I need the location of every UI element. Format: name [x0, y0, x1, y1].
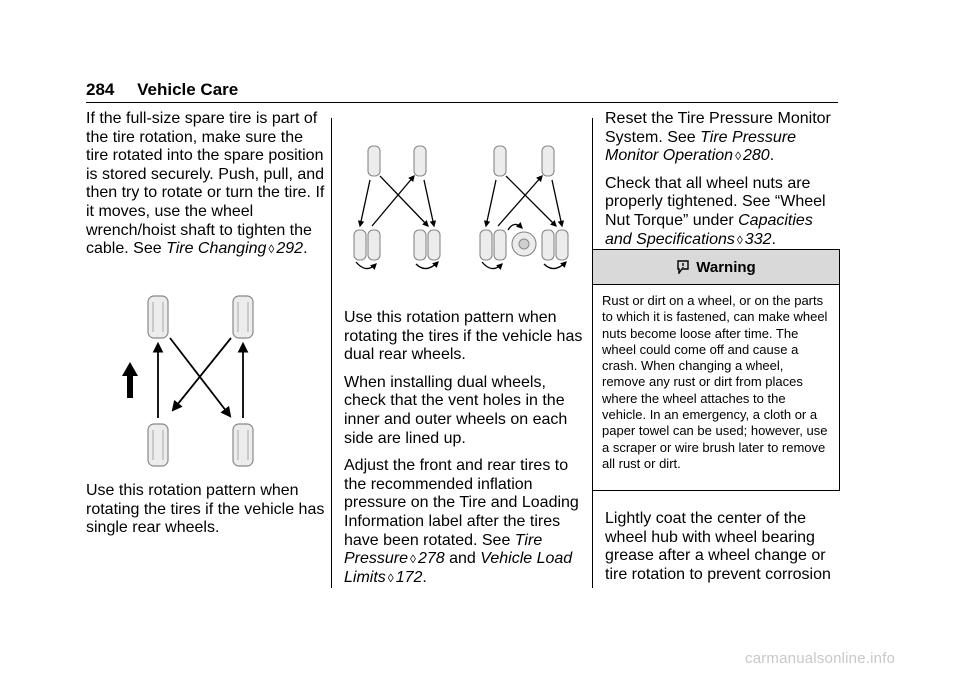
warning-box [592, 249, 840, 491]
tire-changing-link[interactable]: Tire Changing [166, 240, 267, 258]
watermark: carmanualsonline.info [745, 650, 896, 667]
flip-arrow-icon [482, 262, 502, 269]
column-2 [344, 309, 584, 596]
rotation-arrow [372, 176, 414, 226]
rotation-arrow [360, 180, 370, 226]
rotation-arrow [424, 180, 434, 226]
ref-symbol: ◊ [410, 552, 416, 567]
tire-icon [148, 296, 168, 338]
page-ref[interactable]: 292 [276, 240, 304, 258]
dual-wheels-paragraph: When installing dual wheels, check that the vent holes in the inner and outer wheels on each side are lined up. [344, 373, 568, 447]
spare-tire-paragraph: If the full-size spare tire is part of the tire rotation, make sure the tire rotated into the spare position is stored securely. Push, pull, and then try to rotate or turn the tire. If it moves, use the wheel wrench/hoist shaft to tighten the cable. See Tire Changing ◊ 292. [86, 110, 325, 258]
flip-arrow-icon [508, 224, 522, 230]
inflation-paragraph: Adjust the front and rear tires to the recommended inflation pressure on the Tire and Loading Information label after the tires have been rotated. See Tire Pressure ◊ 278 and Vehicle Load Limits ◊ 172. [344, 457, 579, 586]
tire-icon [354, 230, 366, 260]
page-number: 284 [86, 80, 115, 99]
hub-grease-paragraph: Lightly coat the center of the wheel hub with wheel bearing grease after a wheel change or tire rotation to prevent corrosion [605, 510, 831, 583]
tire-icon [368, 230, 380, 260]
rotation-arrow [486, 180, 496, 226]
rotation-arrow [506, 176, 556, 226]
warning-title: Warning [696, 258, 756, 276]
tire-pressure-link[interactable]: Tire Pressure [344, 531, 543, 568]
column-divider-1 [331, 118, 332, 588]
flip-arrow-icon [356, 262, 376, 269]
warning-header [593, 250, 839, 285]
tire-icon [368, 146, 380, 176]
page-ref[interactable]: 172 [395, 568, 423, 586]
rotation-arrow [173, 338, 231, 410]
warning-text: Rust or dirt on a wheel, or on the parts to which it is fastened, can make wheel nuts become loose after time. The wheel could come off and cause a crash. When changing a wheel, remove any rust or dirt from places where the wheel attaches to the vehicle. In an emergency, a cloth or a paper towel can be used; however, use a scraper or wire brush later to remove all rust or dirt. [602, 293, 828, 471]
rotation-arrow [498, 176, 542, 226]
tire-icon [148, 424, 168, 466]
tire-icon [233, 424, 253, 466]
ref-symbol: ◊ [268, 242, 275, 257]
column-3-bottom [605, 510, 841, 593]
column-3 [605, 110, 841, 258]
ref-symbol: ◊ [736, 232, 743, 247]
tire-icon [414, 146, 426, 176]
capacities-link[interactable]: Capacities and Specifications [605, 211, 813, 248]
tire-icon [414, 230, 426, 260]
flip-arrow-icon [544, 262, 566, 269]
single-rear-caption: Use this rotation pattern when rotating the tires if the vehicle has single rear wheels. [86, 482, 325, 537]
page-ref[interactable]: 278 [417, 550, 445, 568]
tire-icon [480, 230, 492, 260]
rotation-arrow [552, 180, 562, 226]
wheel-nut-paragraph: Check that all wheel nuts are properly tightened. See “Wheel Nut Torque” under Capacities and Specifications ◊ 332. [605, 174, 826, 248]
ref-symbol: ◊ [387, 570, 394, 585]
page-ref[interactable]: 280 [743, 147, 770, 165]
warning-icon [676, 260, 690, 274]
rotation-arrow [380, 176, 428, 226]
dual-rear-rotation-diagram [348, 140, 580, 276]
tire-icon [556, 230, 568, 260]
front-direction-arrow-icon [122, 362, 138, 398]
ref-symbol: ◊ [735, 149, 741, 164]
tire-icon [494, 230, 506, 260]
page-header [86, 80, 238, 100]
column-1 [86, 110, 326, 268]
tire-icon [542, 146, 554, 176]
tire-icon [233, 296, 253, 338]
column-1-caption [86, 482, 326, 547]
single-rear-rotation-diagram [110, 290, 300, 470]
flip-arrow-icon [416, 262, 438, 269]
tire-icon [542, 230, 554, 260]
tpms-reset-paragraph: Reset the Tire Pressure Monitor System. See Tire Pressure Monitor Operation ◊ 280. [605, 110, 831, 165]
dual-rear-caption: Use this rotation pattern when rotating the tires if the vehicle has dual rear wheels. [344, 309, 583, 364]
tpms-operation-link[interactable]: Tire Pressure Monitor Operation [605, 128, 797, 165]
section-title: Vehicle Care [137, 80, 239, 99]
header-rule [86, 102, 838, 103]
vehicle-load-limits-link[interactable]: Vehicle Load Limits [344, 550, 573, 586]
tire-icon [428, 230, 440, 260]
tire-icon [494, 146, 506, 176]
page-ref[interactable]: 332 [744, 230, 772, 248]
